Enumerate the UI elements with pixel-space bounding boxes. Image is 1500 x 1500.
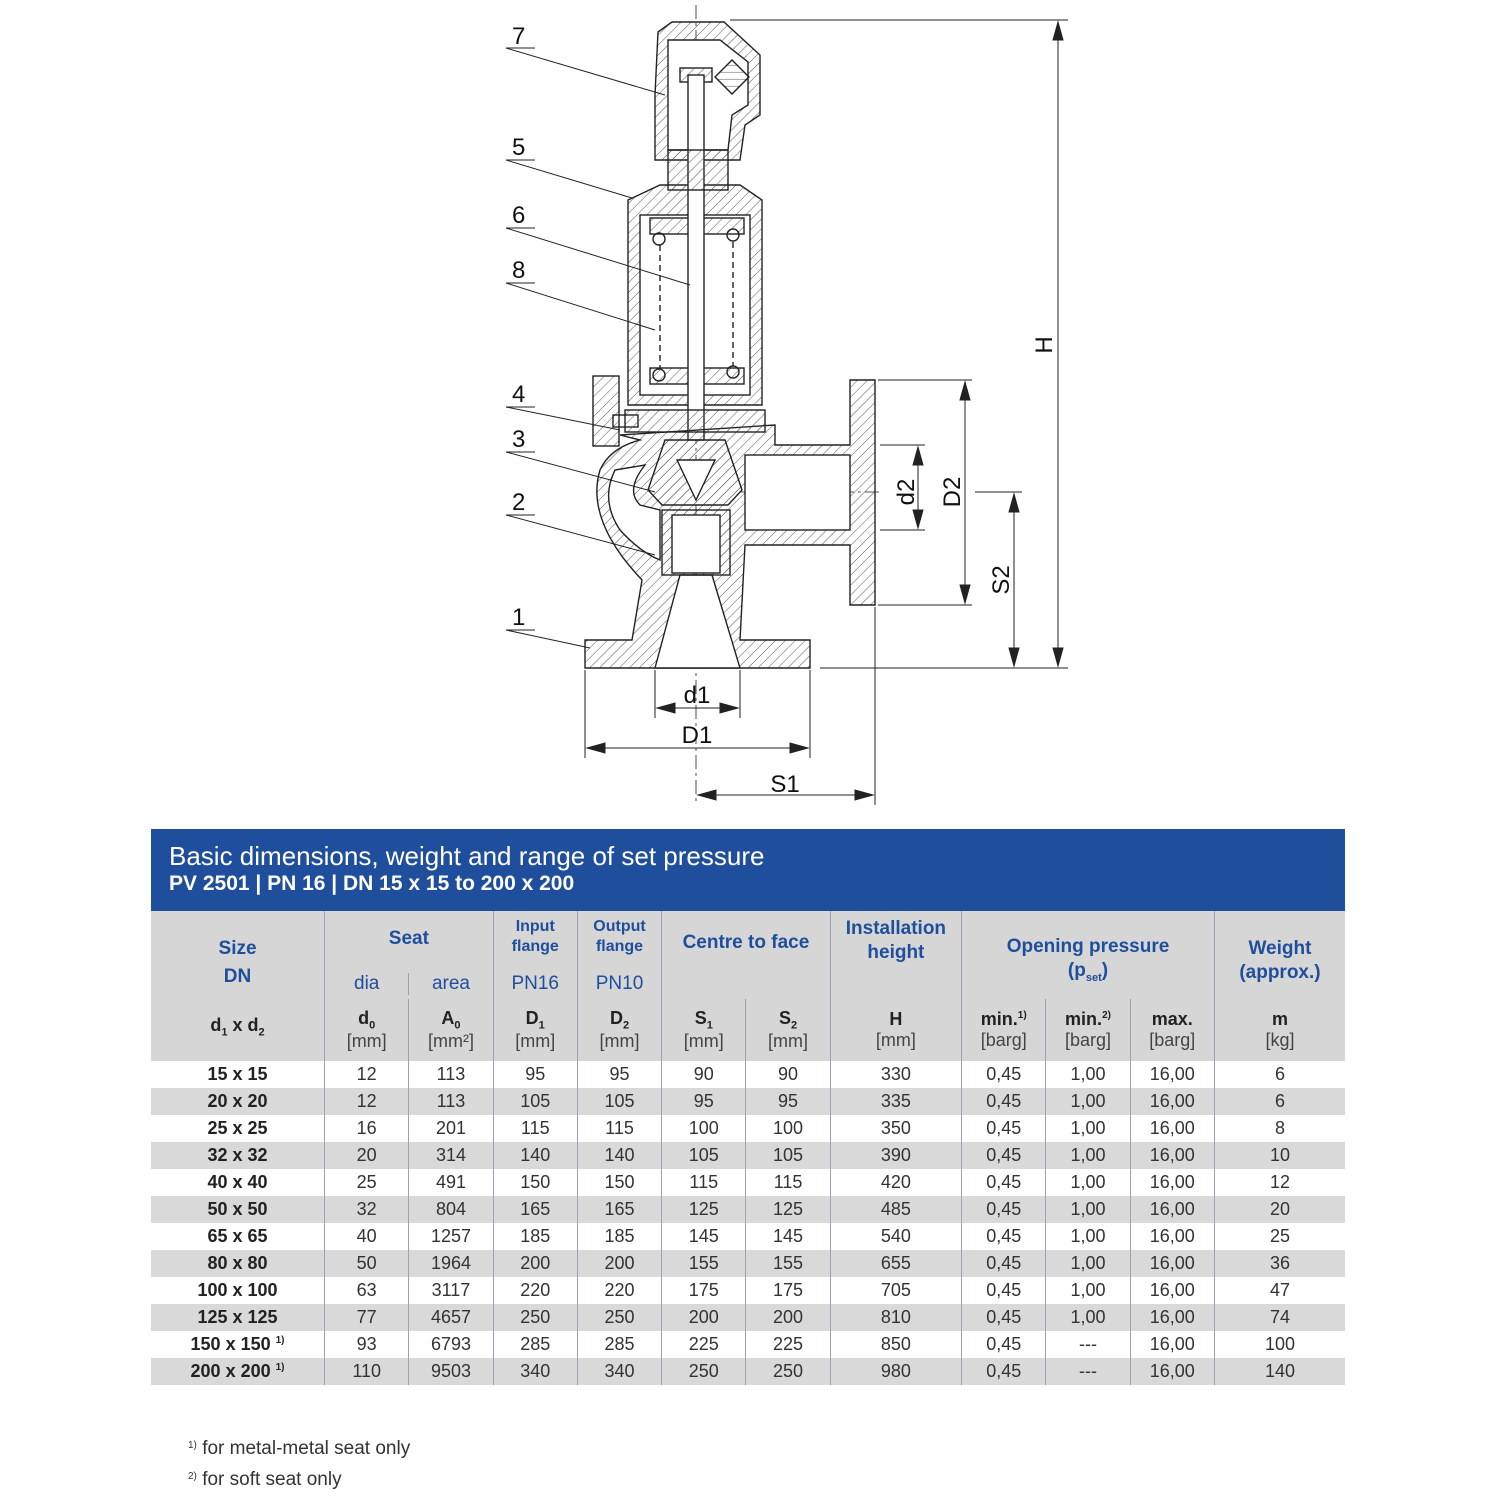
value-cell: ---	[1046, 1331, 1130, 1358]
value-cell: 100	[662, 1115, 746, 1142]
unit-barg: [barg]	[980, 1030, 1027, 1050]
value-cell: 1,00	[1046, 1304, 1130, 1331]
callout-7: 7	[512, 23, 526, 50]
D2-symbol: $D_2$	[609, 1007, 630, 1032]
footnote-1-mark: 1)	[188, 1440, 197, 1451]
value-cell: ---	[1046, 1358, 1130, 1385]
value-cell: 491	[409, 1169, 493, 1196]
input-flange-label: Input flange	[511, 918, 559, 955]
table-row	[151, 1358, 1345, 1385]
value-cell: 185	[493, 1223, 577, 1250]
value-cell: 47	[1214, 1277, 1345, 1304]
value-cell: 0,45	[962, 1250, 1046, 1277]
value-cell: 105	[577, 1088, 661, 1115]
value-cell: 140	[577, 1142, 661, 1169]
S1-symbol: $S_1$	[694, 1007, 713, 1032]
size-cell: 25 x 25	[207, 1118, 268, 1138]
value-cell: 36	[1214, 1250, 1345, 1277]
footnotes	[188, 1432, 410, 1494]
value-cell: 340	[577, 1358, 661, 1385]
value-cell: 980	[830, 1358, 961, 1385]
value-cell: 9503	[409, 1358, 493, 1385]
value-cell: 200	[662, 1304, 746, 1331]
value-cell: 804	[409, 1196, 493, 1223]
size-cell: 40 x 40	[207, 1172, 268, 1192]
value-cell: 185	[577, 1223, 661, 1250]
footnote-2	[188, 1463, 410, 1494]
size-label: Size	[218, 938, 257, 959]
dim-D2: D2	[939, 476, 966, 508]
min1-symbol: min.	[980, 1009, 1018, 1029]
callout-1: 1	[512, 604, 526, 631]
size-subheader: $d_1$ x $d_2$	[210, 1015, 265, 1039]
value-cell: 850	[830, 1331, 961, 1358]
value-cell: 0,45	[962, 1277, 1046, 1304]
value-cell: 100	[746, 1115, 830, 1142]
value-cell: 1,00	[1046, 1061, 1130, 1088]
value-cell: 175	[662, 1277, 746, 1304]
col-centre-to-face	[662, 911, 831, 999]
value-cell: 125	[662, 1196, 746, 1223]
table-subtitle: PV 2501 | PN 16 | DN 15 x 15 to 200 x 200	[169, 872, 575, 895]
callout-6: 6	[512, 202, 526, 229]
value-cell: 420	[830, 1169, 961, 1196]
dim-d1: d1	[683, 682, 711, 709]
value-cell: 100	[1214, 1331, 1345, 1358]
unit-mm: [mm]	[875, 1030, 916, 1050]
table-row	[151, 1169, 1345, 1196]
area-label: area	[408, 973, 492, 995]
table-row	[151, 1223, 1345, 1250]
size-cell: 20 x 20	[151, 1088, 325, 1115]
value-cell: 16,00	[1130, 1142, 1214, 1169]
unit-barg: [barg]	[1064, 1030, 1112, 1050]
value-cell: 12	[1214, 1169, 1345, 1196]
table-row	[151, 1061, 1345, 1088]
footnote-2-mark: 2)	[188, 1471, 197, 1482]
table-body	[151, 1061, 1345, 1385]
centre-to-face-label: Centre to face	[682, 932, 810, 953]
value-cell: 90	[746, 1061, 830, 1088]
size-cell: 15 x 15	[207, 1064, 268, 1084]
table-row	[151, 1304, 1345, 1331]
callout-2: 2	[512, 489, 526, 516]
size-cell: 80 x 80	[151, 1250, 325, 1277]
S2-symbol: $S_2$	[778, 1007, 798, 1032]
footnote-2-text: for soft seat only	[202, 1469, 342, 1490]
value-cell: 93	[325, 1331, 409, 1358]
col-output-flange	[577, 911, 661, 999]
value-cell: 16,00	[1130, 1088, 1214, 1115]
value-cell: 250	[746, 1358, 830, 1385]
value-cell: 0,45	[962, 1088, 1046, 1115]
value-cell: 705	[830, 1277, 961, 1304]
callout-5: 5	[512, 134, 526, 161]
value-cell: 1,00	[1046, 1223, 1130, 1250]
table-row	[151, 1250, 1345, 1277]
value-cell: 225	[746, 1331, 830, 1358]
row-footnote-mark: 1)	[275, 1362, 285, 1373]
value-cell: 485	[830, 1196, 961, 1223]
value-cell: 250	[493, 1304, 577, 1331]
value-cell: 113	[409, 1088, 493, 1115]
table-row	[151, 1196, 1345, 1223]
m-symbol: m	[1271, 1009, 1288, 1029]
value-cell: 20	[325, 1142, 409, 1169]
value-cell: 145	[746, 1223, 830, 1250]
value-cell: 95	[662, 1088, 746, 1115]
value-cell: 1257	[409, 1223, 493, 1250]
value-cell: 25	[325, 1169, 409, 1196]
value-cell: 105	[493, 1088, 577, 1115]
value-cell: 225	[662, 1331, 746, 1358]
value-cell: 1,00	[1046, 1250, 1130, 1277]
value-cell: 350	[830, 1115, 961, 1142]
value-cell: 145	[662, 1223, 746, 1250]
A0-symbol: $A_0$	[441, 1007, 461, 1032]
value-cell: 0,45	[962, 1304, 1046, 1331]
dimensions-table-panel	[151, 829, 1345, 1385]
value-cell: 6	[1214, 1061, 1345, 1088]
dim-d2: d2	[893, 478, 920, 506]
value-cell: 20	[1214, 1196, 1345, 1223]
callout-3: 3	[512, 426, 526, 453]
output-flange-label: Output flange	[593, 918, 646, 955]
value-cell: 8	[1214, 1115, 1345, 1142]
value-cell: 1,00	[1046, 1088, 1130, 1115]
value-cell: 16,00	[1130, 1304, 1214, 1331]
value-cell: 1,00	[1046, 1169, 1130, 1196]
value-cell: 140	[493, 1142, 577, 1169]
unit-mm: [mm]	[683, 1031, 724, 1052]
dim-S1: S1	[770, 771, 800, 798]
value-cell: 32	[325, 1196, 409, 1223]
value-cell: 16,00	[1130, 1061, 1214, 1088]
size-cell: 125 x 125	[151, 1304, 325, 1331]
value-cell: 340	[493, 1358, 577, 1385]
value-cell: 335	[830, 1088, 961, 1115]
value-cell: 16,00	[1130, 1358, 1214, 1385]
pn10-label: PN10	[595, 973, 644, 994]
value-cell: 314	[409, 1142, 493, 1169]
row-footnote-mark: 1)	[275, 1335, 285, 1346]
callout-8: 8	[512, 257, 526, 284]
value-cell: 95	[493, 1061, 577, 1088]
value-cell: 200	[746, 1304, 830, 1331]
value-cell: 150	[493, 1169, 577, 1196]
value-cell: 95	[746, 1088, 830, 1115]
value-cell: 113	[409, 1061, 493, 1088]
value-cell: 175	[746, 1277, 830, 1304]
value-cell: 655	[830, 1250, 961, 1277]
value-cell: 201	[409, 1115, 493, 1142]
table-title: Basic dimensions, weight and range of set pressure	[169, 841, 765, 871]
table-row	[151, 1088, 1345, 1115]
footnote-1-text: for metal-metal seat only	[202, 1438, 411, 1459]
value-cell: 16,00	[1130, 1196, 1214, 1223]
value-cell: 1,00	[1046, 1142, 1130, 1169]
table-row	[151, 1277, 1345, 1304]
col-weight	[1214, 911, 1345, 999]
value-cell: 285	[577, 1331, 661, 1358]
value-cell: 250	[577, 1304, 661, 1331]
value-cell: 16,00	[1130, 1331, 1214, 1358]
value-cell: 0,45	[962, 1196, 1046, 1223]
size-cell: 100 x 100	[197, 1280, 278, 1300]
value-cell: 74	[1214, 1304, 1345, 1331]
value-cell: 115	[577, 1115, 661, 1142]
size-cell: 32 x 32	[151, 1142, 325, 1169]
value-cell: 105	[662, 1142, 746, 1169]
value-cell: 0,45	[962, 1331, 1046, 1358]
value-cell: 25	[1214, 1223, 1345, 1250]
col-input-flange	[493, 911, 577, 999]
pn16-label: PN16	[511, 973, 559, 994]
size-cell: 65 x 65	[207, 1226, 268, 1246]
dimensions-table: Size DN Seat dia area Input flange PN16 Output flange PN10 Centre to face Installation height Opening pressure $(p_{set})$ Weight (approx.) $d_0$ [mm] $A_0$ [mm²] $D_1$ [mm] $D_2$ [mm] $S_1$ [mm] $S_2$ [mm] H [mm] min.$^{1)}$ [barg] min.$^{2)}$ [barg] max. [barg] m [kg] 15 x 15 12 113 95 95 90 90 330 0,45 1,00 16,00 6 20 x 20 12 113 105 105 95 95 335 0,45 1,00 16,00 6 25 x 25 16 201 115 115 100 100 350 0,45 1,00 16,00 8 32 x 32 20 314 140 140 105 105 390 0,45 1,00 16,00 10 40 x 40 25 491 150 150 115 115 420 0,45 1,00 16,00 12 50 x 50 32 804 165 165 125 125 485 0,45 1,00 16,00 20 65 x 65 40 1257 185 185 145 145 540 0,45 1,00 16,00 25 80 x 80 50 1964 200 200 155 155 655 0,45 1,00 16,00 36 100 x 100 63 3117 220 220 175 175 705 0,45 1,00 16,00 47 125 x 125 77 4657 250 250 200 200 810 0,45 1,00 16,00 74 150 x 150 $^{1)}$ 93 6793 285 285 225 225 850 0,45 --- 16,00 100 200 x 200 $^{1)}$ 110 9503 340 340 250 250 980 0,45 --- 16,00 140	[151, 911, 1345, 1385]
H-symbol: H	[889, 1009, 903, 1029]
value-cell: 140	[1214, 1358, 1345, 1385]
dim-S2: S2	[988, 565, 1015, 595]
unit-mm: [mm]	[346, 1031, 387, 1052]
unit-kg: [kg]	[1265, 1030, 1295, 1050]
value-cell: 3117	[409, 1277, 493, 1304]
value-cell: 105	[746, 1142, 830, 1169]
value-cell: 285	[493, 1331, 577, 1358]
value-cell: 1964	[409, 1250, 493, 1277]
unit-mm: [mm]	[599, 1031, 640, 1052]
value-cell: 200	[493, 1250, 577, 1277]
value-cell: 115	[746, 1169, 830, 1196]
value-cell: 10	[1214, 1142, 1345, 1169]
value-cell: 115	[493, 1115, 577, 1142]
value-cell: 12	[325, 1088, 409, 1115]
value-cell: 16	[325, 1115, 409, 1142]
value-cell: 63	[325, 1277, 409, 1304]
d0-symbol: $d_0$	[358, 1007, 376, 1032]
value-cell: 16,00	[1130, 1250, 1214, 1277]
installation-height-label: Installation height	[845, 918, 947, 963]
min2-symbol: min.	[1065, 1009, 1103, 1029]
value-cell: 390	[830, 1142, 961, 1169]
size-cell: 200 x 200 $^{1)}$	[151, 1358, 325, 1385]
value-cell: 165	[577, 1196, 661, 1223]
value-cell: 1,00	[1046, 1277, 1130, 1304]
value-cell: 16,00	[1130, 1115, 1214, 1142]
size-cell: 50 x 50	[151, 1196, 325, 1223]
value-cell: 90	[662, 1061, 746, 1088]
value-cell: 16,00	[1130, 1277, 1214, 1304]
size-cell: 150 x 150 $^{1)}$	[190, 1334, 285, 1354]
D1-symbol: $D_1$	[525, 1007, 545, 1032]
value-cell: 220	[577, 1277, 661, 1304]
value-cell: 155	[662, 1250, 746, 1277]
weight-label: Weight (approx.)	[1239, 938, 1321, 983]
seat-label: Seat	[388, 928, 429, 949]
dn-label: DN	[223, 966, 252, 987]
value-cell: 0,45	[962, 1169, 1046, 1196]
value-cell: 330	[830, 1061, 961, 1088]
unit-mm: [mm]	[515, 1031, 556, 1052]
value-cell: 12	[325, 1061, 409, 1088]
table-row	[151, 1142, 1345, 1169]
value-cell: 165	[493, 1196, 577, 1223]
value-cell: 115	[662, 1169, 746, 1196]
value-cell: 40	[325, 1223, 409, 1250]
value-cell: 0,45	[962, 1223, 1046, 1250]
col-seat	[325, 911, 494, 999]
dia-label: dia	[354, 973, 380, 994]
dim-H: H	[1031, 336, 1058, 354]
value-cell: 6793	[409, 1331, 493, 1358]
unit-barg: [barg]	[1149, 1030, 1196, 1050]
value-cell: 250	[662, 1358, 746, 1385]
value-cell: 125	[746, 1196, 830, 1223]
table-row	[151, 1331, 1345, 1358]
col-opening-pressure: Opening pressure $(p_{set})$	[962, 911, 1215, 999]
value-cell: 6	[1214, 1088, 1345, 1115]
dim-D1: D1	[681, 722, 713, 749]
value-cell: 0,45	[962, 1142, 1046, 1169]
value-cell: 150	[577, 1169, 661, 1196]
footnote-1	[188, 1432, 410, 1463]
table-header-band	[151, 829, 1345, 911]
max-symbol: max.	[1151, 1009, 1193, 1029]
value-cell: 1,00	[1046, 1115, 1130, 1142]
value-cell: 110	[325, 1358, 409, 1385]
value-cell: 0,45	[962, 1061, 1046, 1088]
unit-mm2: [mm²]	[427, 1031, 474, 1052]
value-cell: 0,45	[962, 1115, 1046, 1142]
value-cell: 50	[325, 1250, 409, 1277]
value-cell: 95	[577, 1061, 661, 1088]
value-cell: 155	[746, 1250, 830, 1277]
value-cell: 16,00	[1130, 1169, 1214, 1196]
col-installation-height	[830, 911, 961, 999]
value-cell: 220	[493, 1277, 577, 1304]
unit-mm: [mm]	[768, 1031, 809, 1052]
table-row	[151, 1115, 1345, 1142]
opening-pressure-label: Opening pressure	[1006, 936, 1170, 957]
value-cell: 810	[830, 1304, 961, 1331]
value-cell: 77	[325, 1304, 409, 1331]
callout-4: 4	[512, 381, 526, 408]
value-cell: 540	[830, 1223, 961, 1250]
value-cell: 0,45	[962, 1358, 1046, 1385]
value-cell: 200	[577, 1250, 661, 1277]
value-cell: 1,00	[1046, 1196, 1130, 1223]
value-cell: 4657	[409, 1304, 493, 1331]
value-cell: 16,00	[1130, 1223, 1214, 1250]
